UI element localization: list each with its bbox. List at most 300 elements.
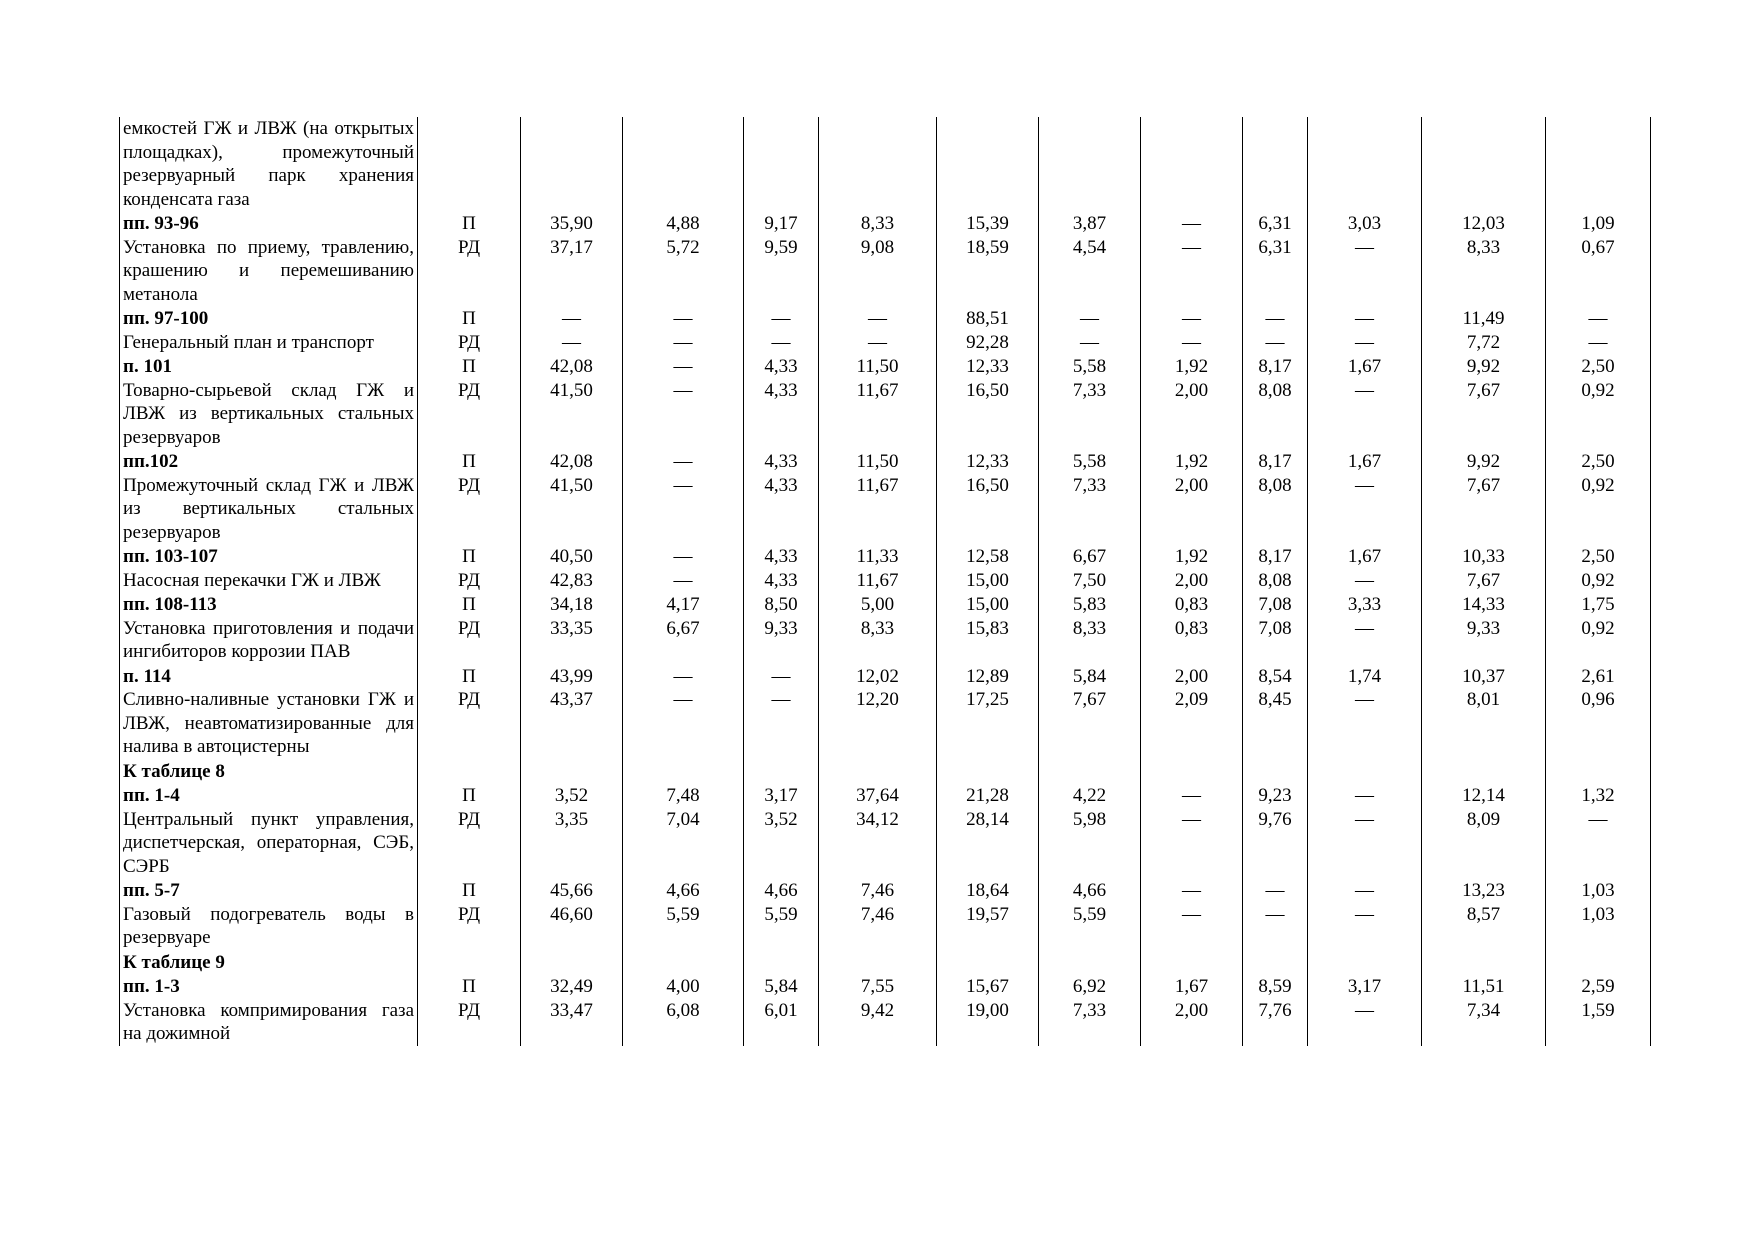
table-row (120, 688, 1651, 759)
value-cell: 7,46 (819, 903, 937, 950)
value-cell: 21,28 (937, 783, 1039, 808)
value-cell: — (623, 354, 744, 379)
value-cell: 4,17 (623, 592, 744, 617)
row-description: Сливно-наливные установки ГЖ и ЛВЖ, неавтоматизированные для налива в автоцистерны (120, 688, 418, 759)
value-cell: — (1308, 306, 1422, 331)
value-cell (1546, 117, 1651, 211)
value-cell: 7,67 (1039, 688, 1141, 759)
value-cell: 7,04 (623, 808, 744, 879)
doc-type-cell: П (418, 449, 521, 474)
value-cell: — (1308, 903, 1422, 950)
value-cell: 1,92 (1141, 449, 1243, 474)
doc-type-cell: РД (418, 999, 521, 1046)
value-cell: — (1039, 306, 1141, 331)
table-row (120, 617, 1651, 664)
section-reference: пп. 97-100 (120, 306, 418, 331)
value-cell: 43,99 (521, 664, 623, 689)
value-cell: 5,72 (623, 236, 744, 307)
value-cell: 11,33 (819, 544, 937, 569)
value-cell (744, 117, 819, 211)
value-cell: 8,54 (1243, 664, 1308, 689)
value-cell: 4,00 (623, 974, 744, 999)
value-cell: 3,17 (1308, 974, 1422, 999)
table-row (120, 950, 1651, 975)
value-cell: 1,32 (1546, 783, 1651, 808)
value-cell: 12,33 (937, 354, 1039, 379)
value-cell: — (1141, 878, 1243, 903)
value-cell: — (623, 474, 744, 545)
value-cell: — (1308, 474, 1422, 545)
table-row (120, 331, 1651, 355)
section-reference: пп. 1-4 (120, 783, 418, 808)
value-cell: 8,33 (1039, 617, 1141, 664)
value-cell: — (623, 544, 744, 569)
value-cell: 4,22 (1039, 783, 1141, 808)
value-cell: — (1141, 783, 1243, 808)
table-row (120, 999, 1651, 1046)
value-cell: — (623, 688, 744, 759)
value-cell: 7,76 (1243, 999, 1308, 1046)
table-row (120, 974, 1651, 999)
row-description: Промежуточный склад ГЖ и ЛВЖ из вертикальных стальных резервуаров (120, 474, 418, 545)
doc-type-cell: П (418, 306, 521, 331)
value-cell: — (819, 306, 937, 331)
value-cell: 1,92 (1141, 354, 1243, 379)
value-cell: 7,08 (1243, 592, 1308, 617)
value-cell: — (1039, 331, 1141, 355)
value-cell (521, 759, 623, 784)
table-row (120, 903, 1651, 950)
value-cell: 35,90 (521, 211, 623, 236)
value-cell: 46,60 (521, 903, 623, 950)
doc-type-cell: РД (418, 474, 521, 545)
value-cell: — (1546, 306, 1651, 331)
doc-type-cell: П (418, 354, 521, 379)
value-cell (937, 759, 1039, 784)
value-cell: 0,83 (1141, 592, 1243, 617)
value-cell: 8,33 (1422, 236, 1546, 307)
value-cell: 2,00 (1141, 999, 1243, 1046)
value-cell: 37,64 (819, 783, 937, 808)
value-cell: 3,87 (1039, 211, 1141, 236)
value-cell: 3,52 (521, 783, 623, 808)
value-cell: — (1243, 903, 1308, 950)
section-reference: п. 101 (120, 354, 418, 379)
value-cell: 9,33 (1422, 617, 1546, 664)
value-cell: 5,59 (744, 903, 819, 950)
value-cell: — (1308, 808, 1422, 879)
value-cell (623, 117, 744, 211)
value-cell: 12,03 (1422, 211, 1546, 236)
value-cell: 0,92 (1546, 617, 1651, 664)
value-cell: 2,61 (1546, 664, 1651, 689)
value-cell: 7,46 (819, 878, 937, 903)
value-cell (937, 117, 1039, 211)
value-cell (819, 117, 937, 211)
value-cell: 9,59 (744, 236, 819, 307)
value-cell: 6,92 (1039, 974, 1141, 999)
value-cell: 2,59 (1546, 974, 1651, 999)
value-cell: 9,33 (744, 617, 819, 664)
value-cell: 0,83 (1141, 617, 1243, 664)
value-cell: — (623, 569, 744, 593)
value-cell: 11,67 (819, 569, 937, 593)
value-cell: 7,33 (1039, 999, 1141, 1046)
value-cell: 8,17 (1243, 354, 1308, 379)
doc-type-cell: РД (418, 808, 521, 879)
value-cell (1422, 117, 1546, 211)
doc-type-cell: П (418, 664, 521, 689)
table-row (120, 474, 1651, 545)
value-cell (623, 759, 744, 784)
doc-type-cell: РД (418, 688, 521, 759)
value-cell: 5,83 (1039, 592, 1141, 617)
value-cell (744, 950, 819, 975)
value-cell: — (1546, 331, 1651, 355)
value-cell: 12,33 (937, 449, 1039, 474)
value-cell: 2,50 (1546, 544, 1651, 569)
value-cell: 92,28 (937, 331, 1039, 355)
value-cell: — (1141, 903, 1243, 950)
value-cell: 45,66 (521, 878, 623, 903)
value-cell: — (1141, 236, 1243, 307)
value-cell: 14,33 (1422, 592, 1546, 617)
value-cell: 11,67 (819, 474, 937, 545)
value-cell: 41,50 (521, 379, 623, 450)
value-cell (1243, 117, 1308, 211)
value-cell: 9,17 (744, 211, 819, 236)
value-cell: 1,75 (1546, 592, 1651, 617)
value-cell (819, 950, 937, 975)
value-cell: 12,58 (937, 544, 1039, 569)
value-cell: 7,67 (1422, 474, 1546, 545)
value-cell (1243, 950, 1308, 975)
table-row (120, 808, 1651, 879)
value-cell: 3,03 (1308, 211, 1422, 236)
value-cell: 6,08 (623, 999, 744, 1046)
value-cell: 7,67 (1422, 569, 1546, 593)
value-cell: 42,83 (521, 569, 623, 593)
doc-type-cell: П (418, 878, 521, 903)
value-cell: — (623, 449, 744, 474)
value-cell: 5,59 (623, 903, 744, 950)
value-cell: — (819, 331, 937, 355)
row-description: Установка по приему, травлению, крашению и перемешиванию метанола (120, 236, 418, 307)
value-cell: — (521, 306, 623, 331)
value-cell: 9,08 (819, 236, 937, 307)
value-cell: — (744, 688, 819, 759)
value-cell (1422, 950, 1546, 975)
value-cell: 15,00 (937, 592, 1039, 617)
value-cell (1141, 117, 1243, 211)
value-cell: 8,50 (744, 592, 819, 617)
value-cell: 32,49 (521, 974, 623, 999)
value-cell: 88,51 (937, 306, 1039, 331)
value-cell: 4,66 (1039, 878, 1141, 903)
table-row (120, 664, 1651, 689)
value-cell: 8,45 (1243, 688, 1308, 759)
table-row (120, 544, 1651, 569)
value-cell: 43,37 (521, 688, 623, 759)
section-reference: пп. 5-7 (120, 878, 418, 903)
value-cell: 11,50 (819, 354, 937, 379)
value-cell: 8,08 (1243, 474, 1308, 545)
value-cell: — (1308, 379, 1422, 450)
value-cell: — (1243, 306, 1308, 331)
value-cell: 8,59 (1243, 974, 1308, 999)
value-cell: 1,92 (1141, 544, 1243, 569)
doc-type-cell (418, 759, 521, 784)
value-cell: 4,33 (744, 544, 819, 569)
doc-type-cell: П (418, 544, 521, 569)
value-cell: 34,18 (521, 592, 623, 617)
value-cell: 15,00 (937, 569, 1039, 593)
table-row (120, 878, 1651, 903)
table-row (120, 354, 1651, 379)
table-row (120, 783, 1651, 808)
value-cell: 4,33 (744, 354, 819, 379)
value-cell: 8,01 (1422, 688, 1546, 759)
value-cell: 16,50 (937, 474, 1039, 545)
value-cell: 9,42 (819, 999, 937, 1046)
value-cell: — (1243, 331, 1308, 355)
value-cell: 40,50 (521, 544, 623, 569)
value-cell: 1,09 (1546, 211, 1651, 236)
value-cell: 19,57 (937, 903, 1039, 950)
doc-type-cell (418, 950, 521, 975)
value-cell: 42,08 (521, 354, 623, 379)
value-cell (744, 759, 819, 784)
value-cell: 2,09 (1141, 688, 1243, 759)
value-cell: 6,31 (1243, 236, 1308, 307)
table-row (120, 759, 1651, 784)
value-cell: 18,64 (937, 878, 1039, 903)
table-body (120, 117, 1651, 1046)
value-cell: 7,67 (1422, 379, 1546, 450)
value-cell: — (521, 331, 623, 355)
value-cell: 33,47 (521, 999, 623, 1046)
value-cell: 2,50 (1546, 354, 1651, 379)
table-row (120, 449, 1651, 474)
value-cell (1546, 950, 1651, 975)
value-cell: 2,00 (1141, 569, 1243, 593)
value-cell: — (744, 664, 819, 689)
value-cell: 3,52 (744, 808, 819, 879)
section-reference: пп. 108-113 (120, 592, 418, 617)
value-cell: 4,33 (744, 449, 819, 474)
value-cell: 7,55 (819, 974, 937, 999)
value-cell: 1,03 (1546, 878, 1651, 903)
value-cell (1039, 117, 1141, 211)
section-reference: пп. 93-96 (120, 211, 418, 236)
value-cell (819, 759, 937, 784)
value-cell: 7,34 (1422, 999, 1546, 1046)
value-cell: — (744, 331, 819, 355)
value-cell: 1,67 (1141, 974, 1243, 999)
value-cell: — (1546, 808, 1651, 879)
value-cell: — (1308, 331, 1422, 355)
value-cell: — (1308, 617, 1422, 664)
value-cell: — (1308, 878, 1422, 903)
row-description: Насосная перекачки ГЖ и ЛВЖ (120, 569, 418, 593)
value-cell: 9,92 (1422, 354, 1546, 379)
value-cell: 4,66 (623, 878, 744, 903)
value-cell: 1,59 (1546, 999, 1651, 1046)
doc-type-cell: РД (418, 569, 521, 593)
row-description: Центральный пункт управления, диспетчерская, операторная, СЭБ, СЭРБ (120, 808, 418, 879)
value-cell: 5,84 (1039, 664, 1141, 689)
value-cell: 4,33 (744, 474, 819, 545)
value-cell: 1,03 (1546, 903, 1651, 950)
value-cell: 0,67 (1546, 236, 1651, 307)
value-cell: 8,09 (1422, 808, 1546, 879)
section-reference: пп.102 (120, 449, 418, 474)
value-cell: 1,67 (1308, 544, 1422, 569)
value-cell: — (1308, 569, 1422, 593)
section-reference: К таблице 8 (120, 759, 418, 784)
value-cell: 7,08 (1243, 617, 1308, 664)
value-cell: 8,33 (819, 211, 937, 236)
value-cell: 2,50 (1546, 449, 1651, 474)
value-cell: 15,39 (937, 211, 1039, 236)
value-cell: 0,96 (1546, 688, 1651, 759)
value-cell: 2,00 (1141, 664, 1243, 689)
value-cell: 13,23 (1422, 878, 1546, 903)
value-cell: 41,50 (521, 474, 623, 545)
value-cell: 5,58 (1039, 354, 1141, 379)
value-cell: — (1308, 688, 1422, 759)
row-description: Газовый подогреватель воды в резервуаре (120, 903, 418, 950)
value-cell: 8,57 (1422, 903, 1546, 950)
row-description: Установка компримирования газа на дожимной (120, 999, 418, 1046)
value-cell: 10,37 (1422, 664, 1546, 689)
value-cell: 8,33 (819, 617, 937, 664)
value-cell: 16,50 (937, 379, 1039, 450)
value-cell: 5,59 (1039, 903, 1141, 950)
table-row (120, 569, 1651, 593)
value-cell: 12,02 (819, 664, 937, 689)
value-cell: 2,00 (1141, 379, 1243, 450)
value-cell: 3,35 (521, 808, 623, 879)
value-cell: 7,33 (1039, 474, 1141, 545)
data-table (119, 117, 1651, 1046)
section-reference: К таблице 9 (120, 950, 418, 975)
value-cell (521, 117, 623, 211)
value-cell (1546, 759, 1651, 784)
value-cell: 6,31 (1243, 211, 1308, 236)
value-cell (937, 950, 1039, 975)
value-cell: 3,33 (1308, 592, 1422, 617)
value-cell (1308, 950, 1422, 975)
value-cell: 1,67 (1308, 449, 1422, 474)
doc-type-cell: П (418, 592, 521, 617)
value-cell: 8,08 (1243, 379, 1308, 450)
value-cell: 33,35 (521, 617, 623, 664)
value-cell: 9,23 (1243, 783, 1308, 808)
value-cell: 1,67 (1308, 354, 1422, 379)
value-cell (1308, 117, 1422, 211)
table-row (120, 117, 1651, 211)
value-cell: 12,20 (819, 688, 937, 759)
value-cell: 8,17 (1243, 544, 1308, 569)
value-cell: 9,76 (1243, 808, 1308, 879)
table-row (120, 592, 1651, 617)
value-cell (521, 950, 623, 975)
value-cell: 5,98 (1039, 808, 1141, 879)
value-cell: 34,12 (819, 808, 937, 879)
row-description: Генеральный план и транспорт (120, 331, 418, 355)
value-cell: 11,67 (819, 379, 937, 450)
value-cell: 37,17 (521, 236, 623, 307)
value-cell: 9,92 (1422, 449, 1546, 474)
value-cell: 7,72 (1422, 331, 1546, 355)
value-cell: 4,33 (744, 379, 819, 450)
value-cell: — (623, 306, 744, 331)
value-cell: — (1243, 878, 1308, 903)
value-cell: — (1308, 783, 1422, 808)
value-cell: 8,17 (1243, 449, 1308, 474)
table-row (120, 236, 1651, 307)
value-cell: 11,51 (1422, 974, 1546, 999)
value-cell: — (1141, 306, 1243, 331)
doc-type-cell: П (418, 974, 521, 999)
value-cell: 15,67 (937, 974, 1039, 999)
value-cell: 11,49 (1422, 306, 1546, 331)
value-cell: 15,83 (937, 617, 1039, 664)
value-cell: 8,08 (1243, 569, 1308, 593)
value-cell: 2,00 (1141, 474, 1243, 545)
value-cell: 5,84 (744, 974, 819, 999)
value-cell: 7,48 (623, 783, 744, 808)
value-cell: 19,00 (937, 999, 1039, 1046)
table-row (120, 306, 1651, 331)
doc-type-cell: РД (418, 379, 521, 450)
value-cell: 5,00 (819, 592, 937, 617)
value-cell (1243, 759, 1308, 784)
value-cell (1308, 759, 1422, 784)
value-cell: — (1141, 211, 1243, 236)
doc-type-cell (418, 117, 521, 211)
value-cell: 4,66 (744, 878, 819, 903)
value-cell: 6,67 (1039, 544, 1141, 569)
value-cell: — (1308, 236, 1422, 307)
value-cell: 18,59 (937, 236, 1039, 307)
value-cell (1141, 759, 1243, 784)
section-reference: пп. 1-3 (120, 974, 418, 999)
doc-type-cell: РД (418, 903, 521, 950)
value-cell: — (623, 379, 744, 450)
value-cell: 12,89 (937, 664, 1039, 689)
value-cell: 42,08 (521, 449, 623, 474)
value-cell (1039, 950, 1141, 975)
value-cell (1039, 759, 1141, 784)
table-row (120, 379, 1651, 450)
value-cell: 7,50 (1039, 569, 1141, 593)
value-cell: — (623, 331, 744, 355)
value-cell: 4,33 (744, 569, 819, 593)
value-cell: — (623, 664, 744, 689)
table-row (120, 211, 1651, 236)
value-cell: — (1141, 331, 1243, 355)
value-cell: 10,33 (1422, 544, 1546, 569)
doc-type-cell: РД (418, 331, 521, 355)
doc-type-cell: РД (418, 236, 521, 307)
value-cell: 28,14 (937, 808, 1039, 879)
value-cell: 4,88 (623, 211, 744, 236)
value-cell: 12,14 (1422, 783, 1546, 808)
value-cell: 6,67 (623, 617, 744, 664)
value-cell: 6,01 (744, 999, 819, 1046)
